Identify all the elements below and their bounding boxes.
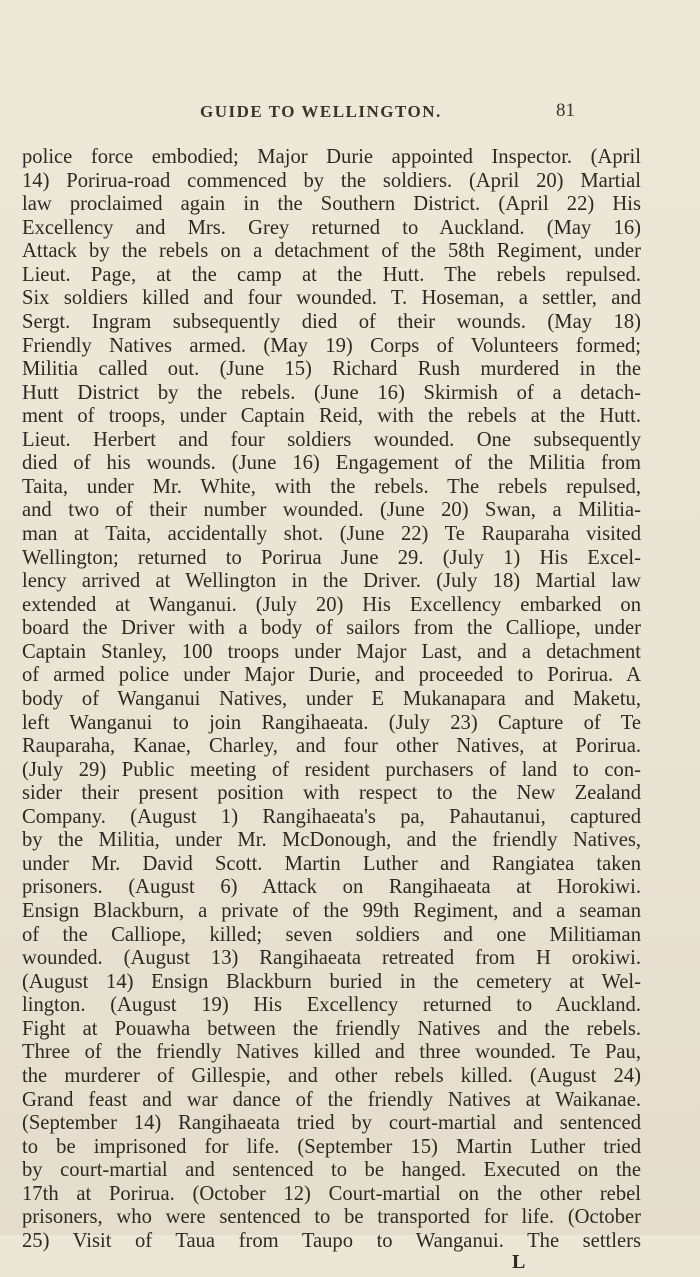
text-line: (August 14) Ensign Blackburn buried in the cemetery at Wel- <box>22 970 641 993</box>
text-line: Company. (August 1) Rangihaeata's pa, Pahautanui, captured <box>22 805 641 828</box>
text-line: Wellington; returned to Porirua June 29. (July 1) His Excel- <box>22 546 641 569</box>
body-text <box>22 146 641 1277</box>
text-line: Three of the friendly Natives killed and three wounded. Te Pau, <box>22 1041 641 1064</box>
text-line: died of his wounds. (June 16) Engagement of the Militia from <box>22 452 641 475</box>
text-line: Militia called out. (June 15) Richard Rush murdered in the <box>22 358 641 381</box>
text-line: Captain Stanley, 100 troops under Major Last, and a detachment <box>22 640 641 663</box>
text-line: Fight at Pouawha between the friendly Natives and the rebels. <box>22 1017 641 1040</box>
text-line: Hutt District by the rebels. (June 16) Skirmish of a detach- <box>22 381 641 404</box>
text-line: man at Taita, accidentally shot. (June 22) Te Rauparaha visited <box>22 523 641 545</box>
text-line: Sergt. Ingram subsequently died of their wounds. (May 18) <box>22 310 641 333</box>
text-line: (July 29) Public meeting of resident purchasers of land to con- <box>22 758 641 781</box>
text-line: Rauparaha, Kanae, Charley, and four other Natives, at Porirua. <box>22 735 641 758</box>
page-number: 81 <box>556 100 575 121</box>
text-line: Excellency and Mrs. Grey returned to Auckland. (May 16) <box>22 216 641 239</box>
text-line: (September 14) Rangihaeata tried by court-martial and sentenced <box>22 1112 641 1135</box>
text-line: by court-martial and sentenced to be hanged. Executed on the <box>22 1159 641 1182</box>
text-line: Lieut. Page, at the camp at the Hutt. The rebels repulsed. <box>22 263 641 286</box>
text-line: 14) Porirua-road commenced by the soldiers. (April 20) Martial <box>22 169 641 192</box>
text-line: left Wanganui to join Rangihaeata. (July 23) Capture of Te <box>22 711 641 734</box>
text-line: Grand feast and war dance of the friendly Natives at Waikanae. <box>22 1088 641 1111</box>
text-line: Friendly Natives armed. (May 19) Corps of Volunteers formed; <box>22 334 641 357</box>
text-line: extended at Wanganui. (July 20) His Excellency embarked on <box>22 593 641 616</box>
text-line: law proclaimed again in the Southern District. (April 22) His <box>22 193 641 216</box>
text-line: under Mr. David Scott. Martin Luther and Rangiatea taken <box>22 852 641 875</box>
text-line: of the Calliope, killed; seven soldiers and one Militiaman <box>22 923 641 946</box>
text-line: 17th at Porirua. (October 12) Court-martial on the other rebel <box>22 1182 641 1205</box>
text-line: Six soldiers killed and four wounded. T. Hoseman, a settler, and <box>22 287 641 310</box>
text-line: lency arrived at Wellington in the Driver. (July 18) Martial law <box>22 570 641 593</box>
text-line: prisoners. (August 6) Attack on Rangihaeata at Horokiwi. <box>22 876 641 899</box>
text-line: Attack by the rebels on a detachment of the 58th Regiment, under <box>22 240 641 263</box>
text-line: body of Wanganui Natives, under E Mukanapara and Maketu, <box>22 687 641 710</box>
text-line: of armed police under Major Durie, and proceeded to Porirua. A <box>22 664 641 687</box>
text-line: to be imprisoned for life. (September 15) Martin Luther tried <box>22 1135 641 1158</box>
text-line: prisoners, who were sentenced to be transported for life. (October <box>22 1206 641 1229</box>
text-line: lington. (August 19) His Excellency returned to Auckland. <box>22 994 641 1017</box>
text-line: Taita, under Mr. White, with the rebels. The rebels repulsed, <box>22 475 641 498</box>
running-title: GUIDE TO WELLINGTON. <box>200 102 442 121</box>
running-head <box>0 98 700 128</box>
text-line: Ensign Blackburn, a private of the 99th Regiment, and a seaman <box>22 900 641 922</box>
text-line: 25) Visit of Taua from Taupo to Wanganui. The settlers <box>22 1229 641 1252</box>
text-line: board the Driver with a body of sailors from the Calliope, under <box>22 617 641 640</box>
text-line: sider their present position with respect to the New Zealand <box>22 782 641 805</box>
text-line: by the Militia, under Mr. McDonough, and the friendly Natives, <box>22 829 641 852</box>
text-line: wounded. (August 13) Rangihaeata retreated from H orokiwi. <box>22 947 641 970</box>
text-line: ment of troops, under Captain Reid, with the rebels at the Hutt. <box>22 405 641 428</box>
text-line: and two of their number wounded. (June 20) Swan, a Militia- <box>22 499 641 522</box>
signature-row <box>22 1253 641 1277</box>
signature-mark: L <box>512 1251 526 1274</box>
text-line: Lieut. Herbert and four soldiers wounded. One subsequently <box>22 428 641 451</box>
text-line: police force embodied; Major Durie appointed Inspector. (April <box>22 146 641 168</box>
text-line: the murderer of Gillespie, and other rebels killed. (August 24) <box>22 1064 641 1087</box>
